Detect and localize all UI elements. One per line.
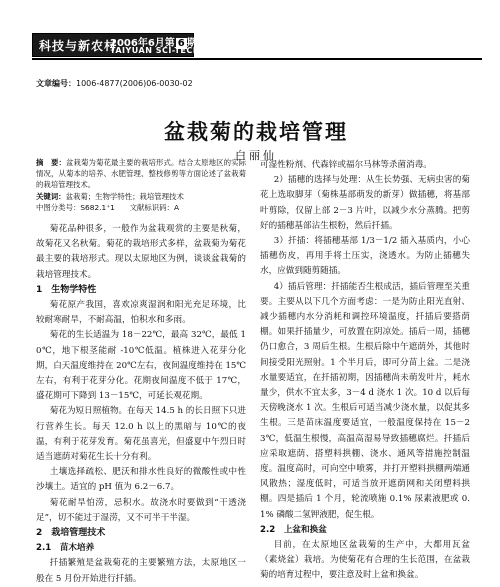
abstract-text: 盆栽菊为菊花最主要的栽培形式。结合太原地区的实际情况，从菊本的培养、水肥管理、整枝修剪等方面论述了盆栽菊的栽培管理技术。 bbox=[36, 158, 246, 189]
subsection-heading: 2.2 上盆和换盆 bbox=[260, 524, 327, 535]
paragraph: 目前，在太原地区盆栽菊的生产中，大都用瓦盆（素烧盆）栽培。为使菊花有合理的生长范围，在盆栽菊的培育过程中，要注意及时上盆和换盆。 bbox=[260, 540, 470, 581]
section-heading: 1 生物学特性 bbox=[36, 284, 97, 295]
paragraph: 菊花原产我国，喜欢凉爽湿润和阳光充足环境，比较耐寒耐旱，不耐高温，怕积水和多雨。 bbox=[36, 300, 246, 326]
paragraph: 菊花耐旱怕涝，忌积水。故浇水时要做到“干透浇足”，切不能过于湿涝，又不可半干半湿。 bbox=[36, 497, 246, 523]
paragraph: 2）插穗的选择与处理：从生长势强、无病虫害的菊花上选取脚芽（菊株基部萌发的新芽）做插穗，将基部叶剪除，仅留上部 2－3 片叶，以减少水分蒸腾。把剪好的插穗基部沾生根粉，然后扦插。 bbox=[260, 175, 470, 231]
paragraph: 3）扦插：将插穗基部 1/3－1/2 插入基质内，小心插穗伤皮，再用手将土压实，浇透水。为防止插穗失水，应做到随剪随插。 bbox=[260, 236, 470, 277]
keywords bbox=[36, 192, 246, 203]
article-number bbox=[36, 78, 193, 89]
abstract bbox=[36, 158, 246, 190]
abstract-label: 摘 要： bbox=[36, 158, 67, 167]
header-rule bbox=[32, 58, 482, 60]
section-heading: 2 栽培管理技术 bbox=[36, 528, 106, 539]
article-number-value: 1006-4877(2006)06-0030-02 bbox=[76, 79, 193, 88]
paragraph: 扦插繁殖是盆栽菊花的主要繁殖方法，太原地区一般在 5 月份开始进行扦插。 bbox=[36, 558, 246, 584]
issue-number: 6 bbox=[177, 38, 185, 49]
article-author: 白丽仙 bbox=[235, 149, 277, 162]
class-number: 中图分类号：S682.1⁺1 bbox=[36, 203, 115, 213]
paragraph: 可湿性粉剂、代森锌或福尔马林等杀菌消毒。 bbox=[260, 160, 432, 170]
right-column bbox=[260, 158, 470, 584]
issue-date: 2006年6月第 bbox=[110, 38, 175, 49]
issue-suffix: 期 bbox=[186, 38, 197, 49]
paragraph: 4）插后管理：扦插能否生根成活，插后管理至关重要。主要从以下几个方面考虑：一是为防止阳光直射、减少插穗内水分消耗和调控环境温度，扦插后要搭荫棚。如果扦插量少，可放置在阴凉处。插后一周，插穗仍口愈合，3 周后生根。生根后除中午遮荫外，其他时间接受阳光照射。1 个半月后，即可分苗上盆。二是浇水量要适宜，在扦插初期，因插穗尚未萌发叶片，耗水量少，供水不宜太多，3－4 d 浇水 1 次。10 d 以后每天傍晚浇水 1 次。生根后可适当减少浇水量，以促其多生根。三是苗床温度要适宜，一般温度保持在 15－23℃，低温生根慢，高温高湿易导致插穗腐烂。扦插后应采取遮荫、搭塑料拱棚、浇水、通风等措施控制温度。温度高时，可向空中喷雾，并打开塑料拱棚两端通风散热；湿度低时，可适当放开遮荫网和关闭塑料拱棚。四是插后 1 个月，轮流喷施 0.1% 尿素液肥或 0.1% 磷酸二氢钾液肥，促生根。 bbox=[260, 281, 470, 520]
paragraph: 菊花的生长适温为 18－22℃，最高 32℃，最低 10℃，地下根茎能耐 -10℃低温。植株进入花芽分化期，白天温度维持在 20℃左右，夜间温度维持在 15℃左右，有利于花芽分化。花期夜间温度不低于 17℃，盛花期可下降到 13－15℃，可延长观花期。 bbox=[36, 330, 246, 402]
paragraph: 菊花为短日照植物。在每天 14.5 h 的长日照下只进行营养生长。每天 12.0 h 以上的黑暗与 10℃的夜温，有利于花芽发育。菊花虽喜光，但盛夏中午烈日时适当遮荫对菊花生长十分有利。 bbox=[36, 406, 246, 463]
document-code: 文献标识码：A bbox=[129, 203, 179, 213]
classification bbox=[36, 203, 246, 214]
journal-name-en: TAIYUAN SCI-TECH bbox=[110, 46, 200, 55]
article-number-label: 文章编号： bbox=[36, 79, 76, 88]
journal-header bbox=[0, 0, 500, 66]
keywords-text: 盆栽菊；生物学特性；栽培管理技术 bbox=[65, 192, 184, 202]
paragraph: 土壤选择疏松、肥沃和排水性良好的微酸性或中性沙壤土。适宜的 pH 值为 6.2－6.7。 bbox=[36, 467, 246, 493]
article-title: 盆栽菊的栽培管理 bbox=[164, 119, 348, 144]
column-title: 科技与新农村 bbox=[39, 39, 118, 53]
paragraph: 菊花品种很多，一般作为盆栽观赏的主要是秋菊，故菊花又名秋菊。菊花的栽培形式多样，盆栽菊为菊花最主要的栽培形式。现以太原地区为例，谈谈盆栽菊的栽培管理技术。 bbox=[36, 223, 246, 280]
keywords-label: 关键词： bbox=[36, 192, 66, 202]
left-column bbox=[36, 158, 246, 587]
subsection-heading: 2.1 苗木培养 bbox=[36, 543, 95, 554]
